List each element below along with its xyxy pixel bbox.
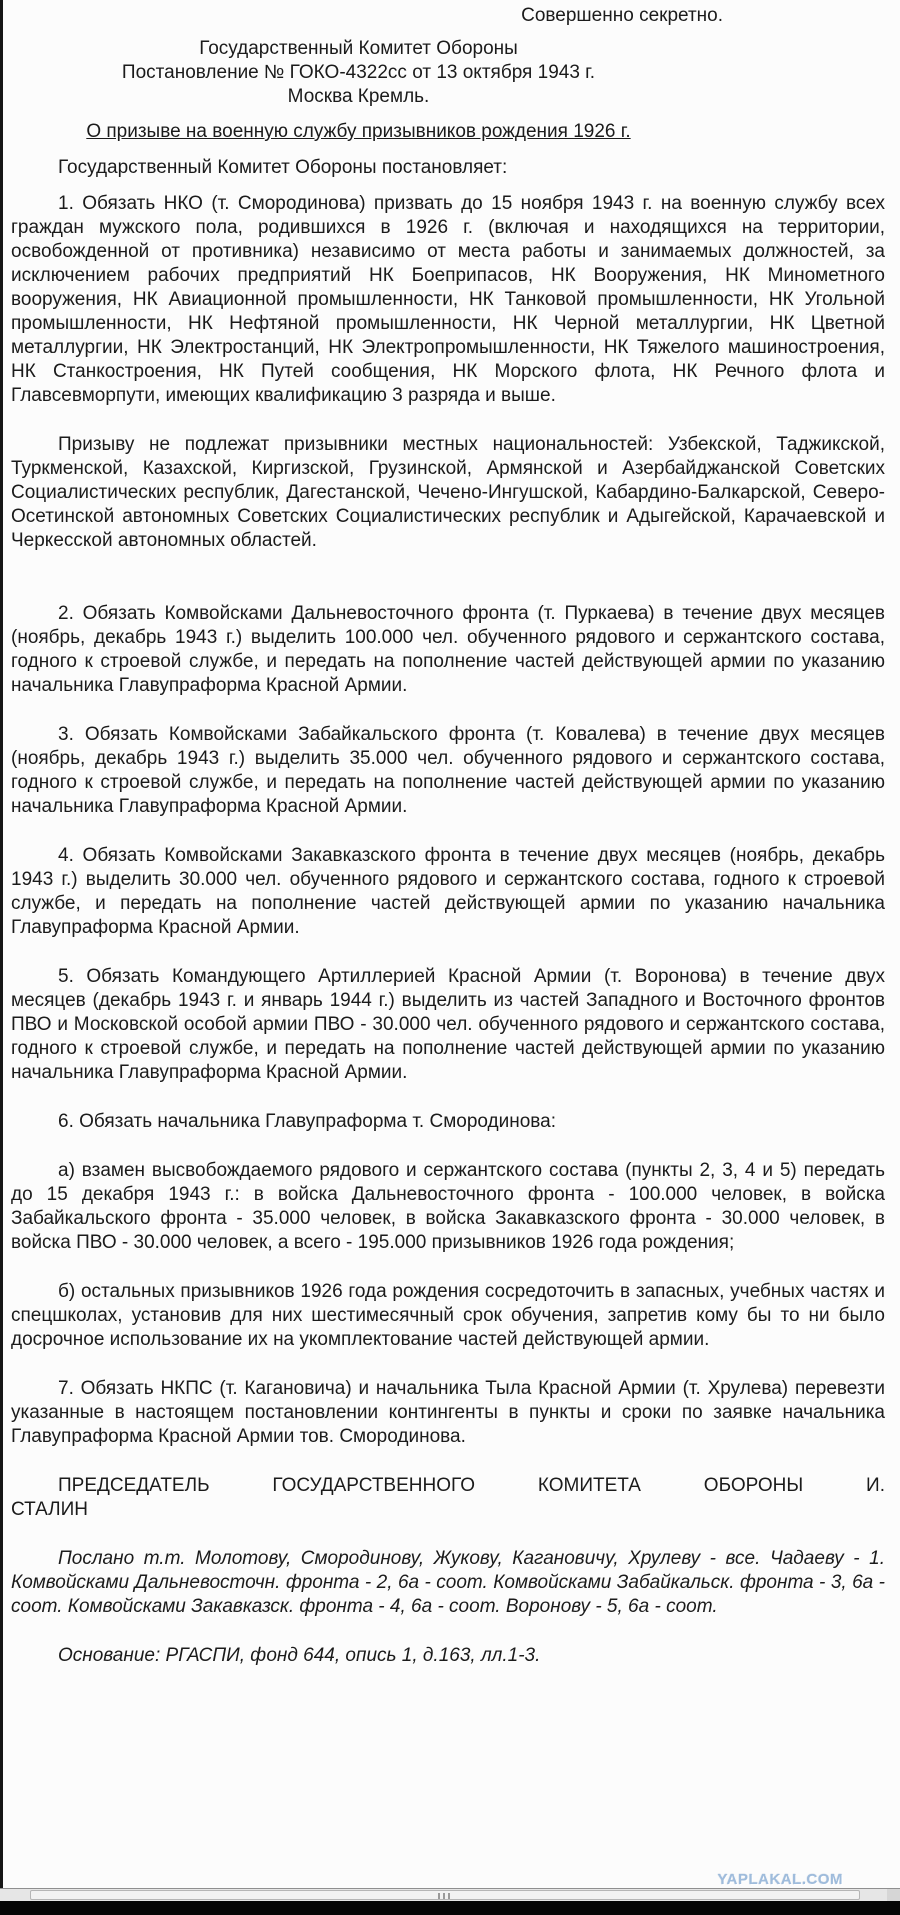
signature-block — [11, 1474, 885, 1522]
scrollbar-corner — [887, 1889, 900, 1901]
decree-paragraph-6a: а) взамен высвобождаемого рядового и сержантского состава (пункты 2, 3, 4 и 5) передать до 15 декабря 1943 г.: в войска Дальневосточного фронта - 100.000 человек, в войска Забайкальского фронта - 35.000 человек, в войска Закавказского фронта - 30.000 человек, в войска ПВО - 30.000 человек, а всего - 195.000 призывников 1926 года рождения; — [11, 1160, 885, 1253]
horizontal-scrollbar[interactable] — [0, 1888, 900, 1901]
yaplakal-watermark: YAPLAKAL.COM — [717, 1871, 843, 1888]
decree-paragraph-3: 3. Обязать Комвойсками Забайкальского фронта (т. Ковалева) в течение двух месяцев (ноябрь, декабрь 1943 г.) выделить 35.000 чел. обученного рядового и сержантского состава, годного к строевой службе, и передать на пополнение частей действующей армии по указанию начальника Главупраформа Красной Армии. — [11, 724, 885, 817]
scrollbar-grip-icon — [438, 1893, 452, 1899]
bottom-black-band — [0, 1901, 900, 1915]
preamble: Государственный Комитет Обороны постановляет: — [58, 157, 508, 178]
header-decree-number: Постановление № ГОКО-4322сс от 13 октября 1943 г. — [121, 62, 596, 83]
document-header — [11, 37, 706, 109]
header-org: Государственный Комитет Обороны — [199, 38, 518, 59]
signature-title-line: ПРЕДСЕДАТЕЛЬ ГОСУДАРСТВЕННОГО КОМИТЕТА ОБОРОНЫ И. — [58, 1475, 885, 1496]
decree-paragraph-6: 6. Обязать начальника Главупраформа т. Смородинова: — [58, 1111, 557, 1132]
document-title — [11, 120, 706, 144]
distribution-note: Послано т.т. Молотову, Смородинову, Жукову, Кагановичу, Хрулеву - все. Чадаеву - 1. Комвойсками Дальневосточн. фронта - 2, 6а - соот. Комвойсками Забайкальск. фронта - 3, 6а - соот. Комвойсками Закавказск. фронта - 4, 6а - соот. Воронову - 5, 6а - соот. — [11, 1548, 885, 1617]
horizontal-scrollbar-thumb[interactable] — [30, 1890, 860, 1900]
decree-paragraph-exemptions: Призыву не подлежат призывники местных национальностей: Узбекской, Таджикской, Туркменской, Казахской, Киргизской, Грузинской, Армянской и Азербайджанской Советских Социалистических республик, Дагестанской, Чечено-Ингушской, Кабардино-Балкарской, Северо-Осетинской автономных Советских Социалистических республик и Адыгейской, Карачаевской и Черкесской автономных областей. — [11, 434, 885, 551]
page-edge-green-bar — [886, 0, 900, 1890]
decree-paragraph-4: 4. Обязать Комвойсками Закавказского фронта в течение двух месяцев (ноябрь, декабрь 1943 г.) выделить 30.000 чел. обученного рядового и сержантского состава, годного к строевой службе, и передать на пополнение частей действующей армии по указанию начальника Главупраформа Красной Армии. — [11, 845, 885, 938]
classification-label: Совершенно секретно. — [521, 5, 723, 26]
decree-paragraph-5: 5. Обязать Командующего Артиллерией Красной Армии (т. Воронова) в течение двух месяцев (декабрь 1943 г. и январь 1944 г.) выделить из частей Западного и Восточного фронтов ПВО и Московской особой армии ПВО - 30.000 чел. обученного рядового и сержантского состава, годного к строевой службе, и передать на пополнение частей действующей армии по указанию начальника Главупраформа Красной Армии. — [11, 966, 885, 1083]
archive-reference: Основание: РГАСПИ, фонд 644, опись 1, д.163, лл.1-3. — [58, 1645, 541, 1666]
header-place: Москва Кремль. — [287, 86, 430, 107]
decree-paragraph-2: 2. Обязать Комвойсками Дальневосточного фронта (т. Пуркаева) в течение двух месяцев (ноябрь, декабрь 1943 г.) выделить 100.000 чел. обученного рядового и сержантского состава, годного к строевой службе, и передать на пополнение частей действующей армии по указанию начальника Главупраформа Красной Армии. — [11, 603, 885, 696]
decree-paragraph-6b: б) остальных призывников 1926 года рождения сосредоточить в запасных, учебных частях и спецшколах, установив для них шестимесячный срок обучения, запретив кому бы то ни было досрочное использование их на укомплектование частей действующей армии. — [11, 1281, 885, 1350]
decree-paragraph-1: 1. Обязать НКО (т. Смородинова) призвать до 15 ноября 1943 г. на военную службу всех граждан мужского пола, родившихся в 1926 г. (включая и находящихся на территории, освобожденной от противника) независимо от места работы и занимаемых должностей, за исключением рабочих предприятий НК Боеприпасов, НК Вооружения, НК Минометного вооружения, НК Авиационной промышленности, НК Танковой промышленности, НК Угольной промышленности, НК Нефтяной промышленности, НК Черной металлургии, НК Цветной металлургии, НК Электростанций, НК Электропромышленности, НК Тяжелого машиностроения, НК Станкостроения, НК Путей сообщения, НК Морского флота, НК Речного флота и Главсевморпути, имеющих квалификацию 3 разряда и выше. — [11, 193, 885, 406]
decree-paragraph-7: 7. Обязать НКПС (т. Кагановича) и начальника Тыла Красной Армии (т. Хрулева) перевезти указанные в настоящем постановлении контингенты в пункты и сроки по заявке начальника Главупраформа Красной Армии тов. Смородинова. — [11, 1378, 885, 1447]
document-title-text: О призыве на военную службу призывников рождения 1926 г. — [86, 121, 631, 142]
signature-name-line: СТАЛИН — [11, 1499, 89, 1520]
